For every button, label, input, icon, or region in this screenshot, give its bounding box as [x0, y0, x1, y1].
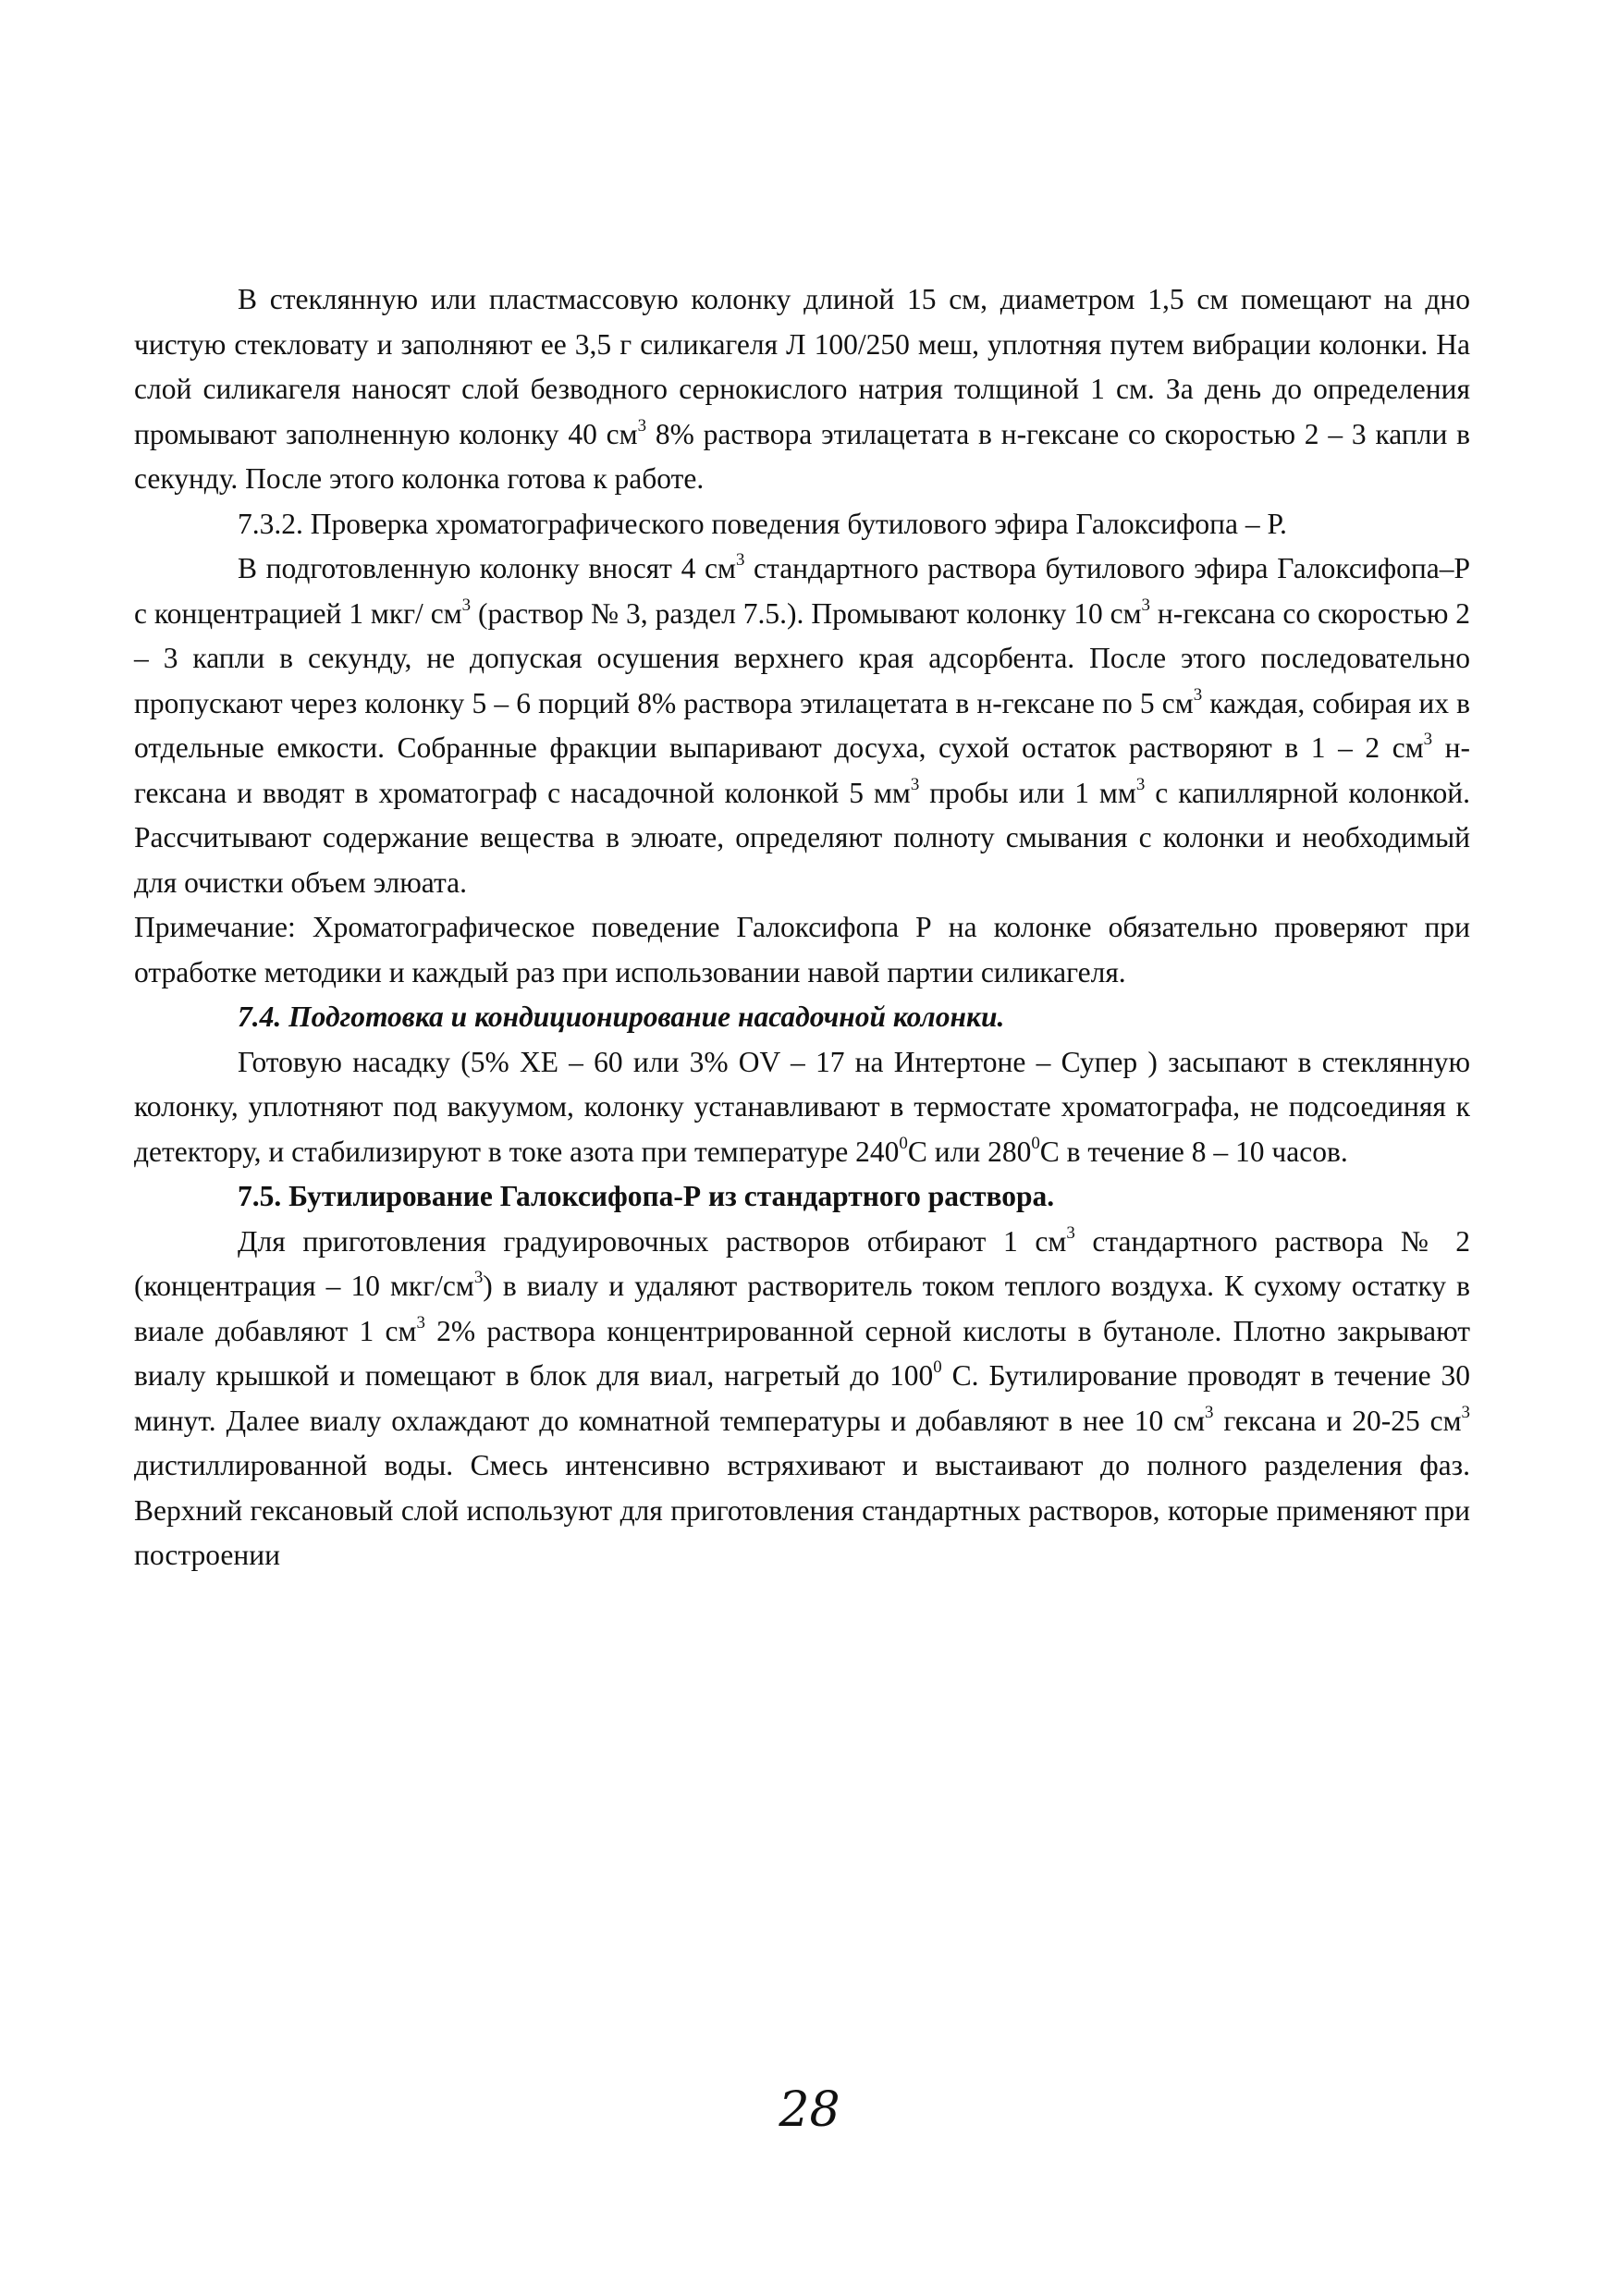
section-heading: 7.5. Бутилирование Галоксифопа-Р из стандартного раствора. [238, 1180, 1055, 1212]
paragraph: 7.3.2. Проверка хроматографического поведения бутилового эфира Галоксифопа – Р. [238, 507, 1287, 540]
page-number: 28 [779, 2082, 840, 2138]
paragraph: В стеклянную или пластмассовую колонку длиной 15 см, диаметром 1,5 см помещают на дно чистую стекловату и заполняют ее 3,5 г силикагеля Л 100/250 меш, уплотняя путем вибрации колонки. На слой силикагеля наносят слой безводного сернокислого натрия толщиной 1 см. За день до определения промывают заполненную колонку 40 $см^3$ 8% раствора этилацетата в н-гексане со скоростью 2 – 3 капли в секунду. После этого колонка готова к работе. [134, 283, 1470, 495]
paragraph: Готовую насадку (5% XE – 60 или 3% OV – 17 на Интертоне – Супер ) засыпают в стеклянную колонку, уплотняют под вакуумом, колонку устанавливают в термостате хроматографа, не подсоединяя к детектору, и стабилизируют в токе азота при температуре $240^0C$ или $280^0C$ в течение 8 – 10 часов. [134, 1045, 1470, 1168]
section-heading: 7.4. Подготовка и кондиционирование насадочной колонки. [238, 1001, 1005, 1033]
body-text [134, 277, 1470, 1578]
paragraph: Для приготовления градуировочных растворов отбирают 1 $см^3$ стандартного раствора № 2 (концентрация – 10 мкг/$см^3$) в виалу и удаляют растворитель током теплого воздуха. К сухому остатку в виале добавляют 1 $см^3$ 2% раствора концентрированной серной кислоты в бутаноле. Плотно закрывают виалу крышкой и помещают в блок для виал, нагретый до $100^0$ С. Бутилирование проводят в течение 30 минут. Далее виалу охлаждают до комнатной температуры и добавляют в нее 10 $см^3$ гексана и 20-25 $см^3$ дистиллированной воды. Смесь интенсивно встряхивают и выстаивают до полного разделения фаз. Верхний гексановый слой используют для приготовления стандартных растворов, которые применяют при построении [134, 1222, 1470, 1571]
paragraph: Примечание: Хроматографическое поведение Галоксифопа Р на колонке обязательно проверяют при отработке методики и каждый раз при использовании навой партии силикагеля. [134, 911, 1470, 988]
paragraph: В подготовленную колонку вносят 4 $см^3$ стандартного раствора бутилового эфира Галоксифопа–Р с концентрацией 1 мкг/ $см^3$ (раствор № 3, раздел 7.5.). Промывают колонку 10 $см^3$ н-гексана со скоростью 2 – 3 капли в секунду, не допуская осушения верхнего края адсорбента. После этого последовательно пропускают через колонку 5 – 6 порций 8% раствора этилацетата в н-гексане по 5 $см^3$ каждая, собирая их в отдельные емкости. Собранные фракции выпаривают досуха, сухой остаток растворяют в 1 – 2 $см^3$ н-гексана и вводят в хроматограф с насадочной колонкой 5 $мм^3$ пробы или 1 $мм^3$ с капиллярной колонкой. Рассчитывают содержание вещества в элюате, определяют полноту смывания с колонки и необходимый для очистки объем элюата. [134, 549, 1471, 899]
